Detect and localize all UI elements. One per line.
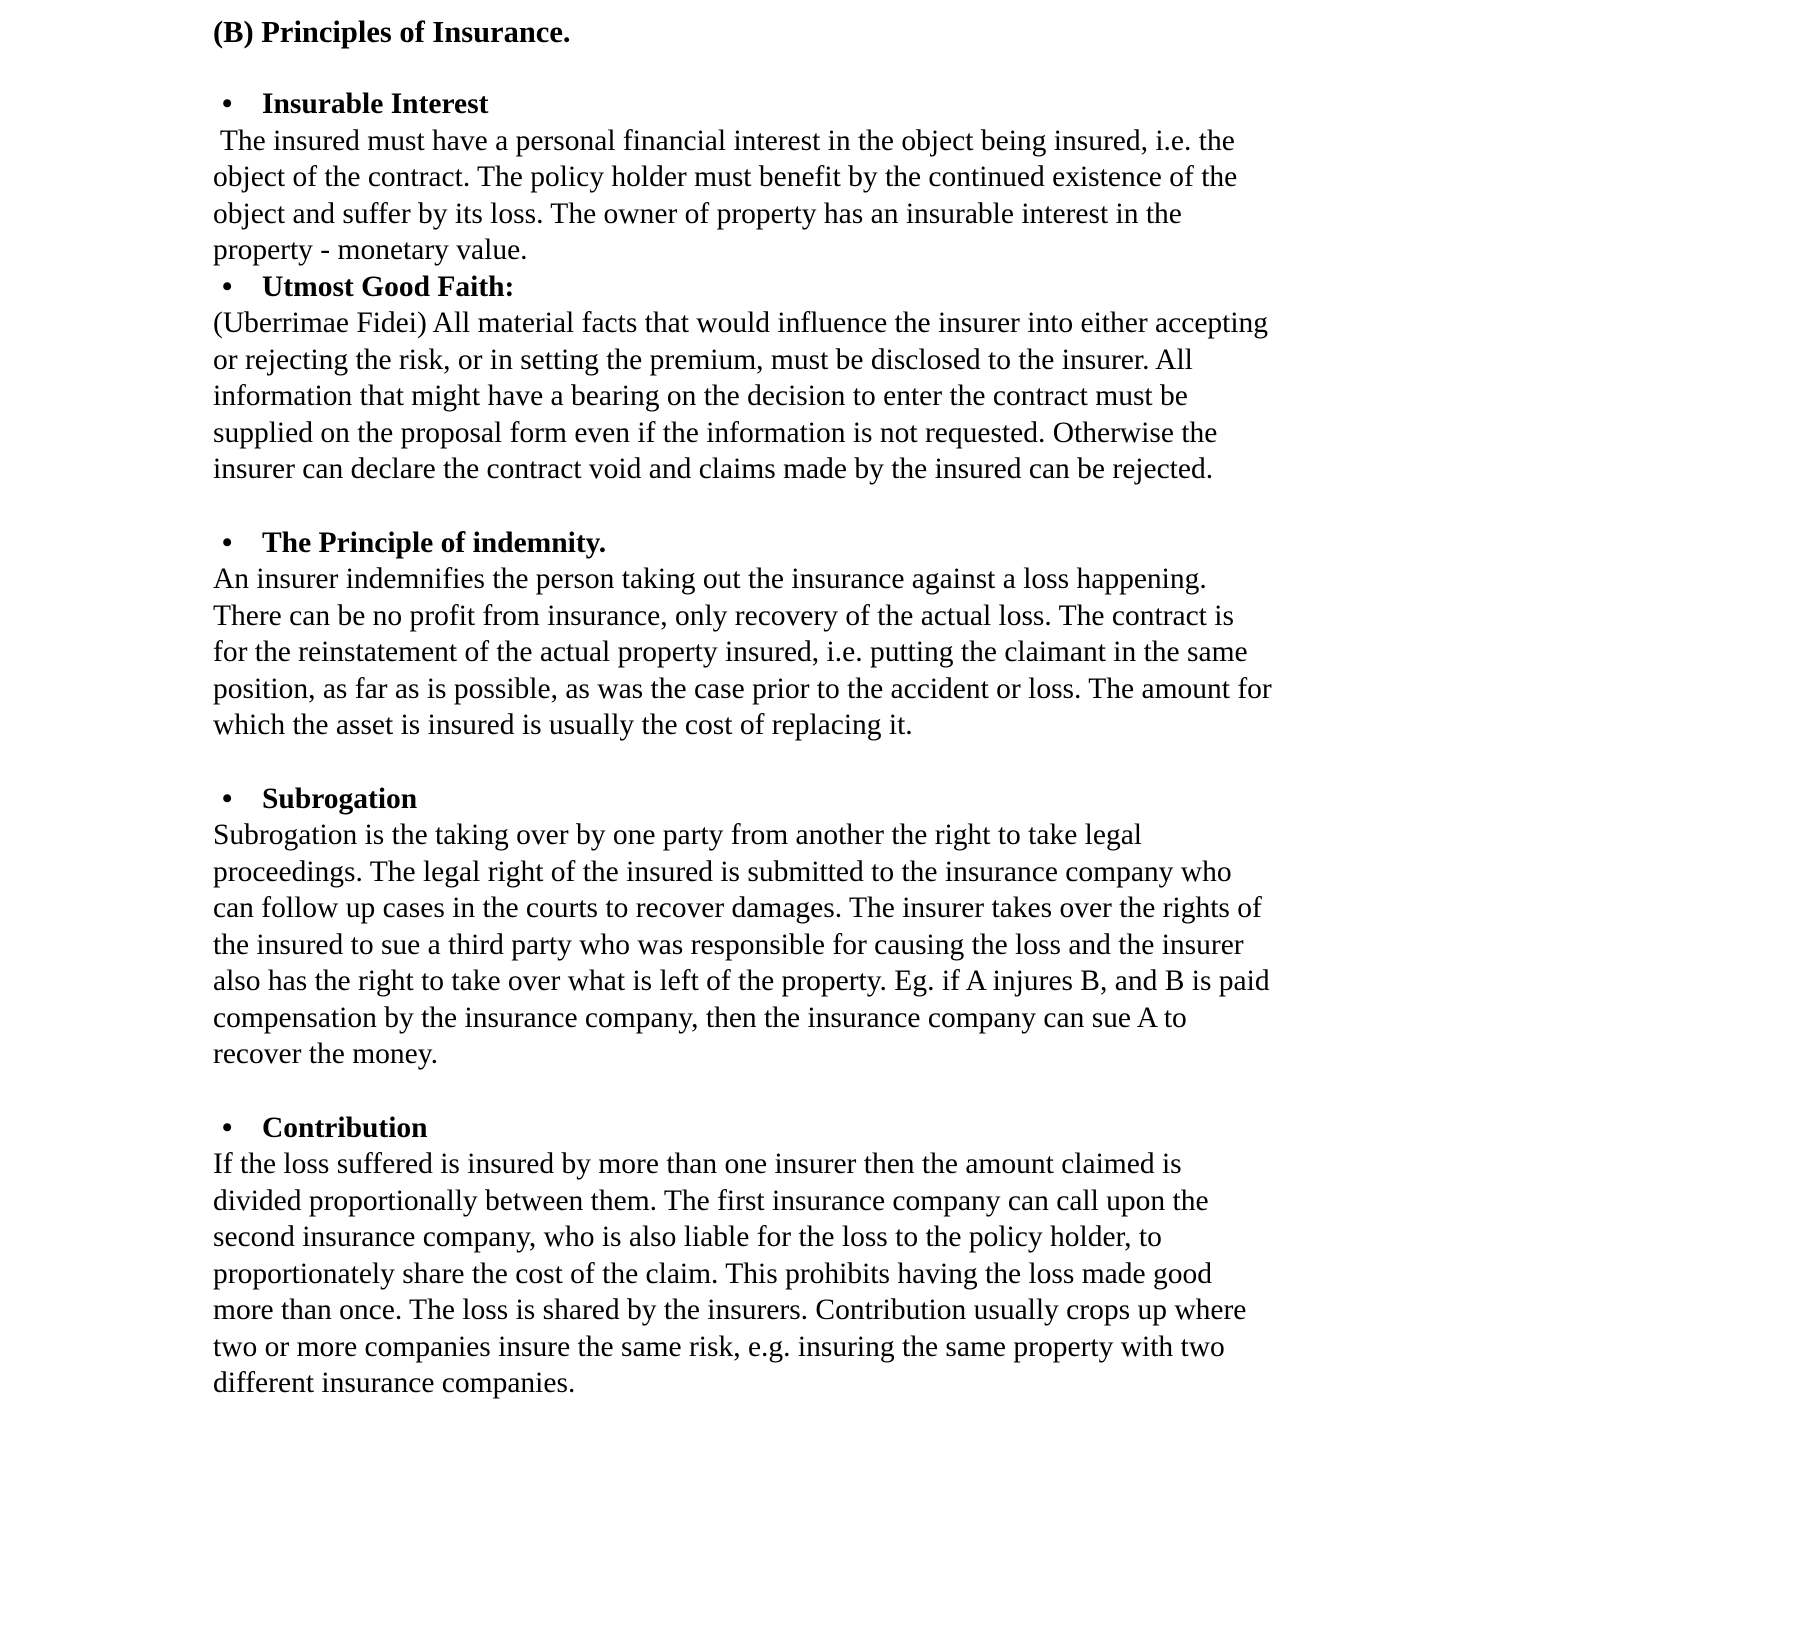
paragraph-line: different insurance companies. xyxy=(213,1367,576,1399)
bullet-icon: • xyxy=(222,270,233,303)
section-heading-text: Utmost Good Faith: xyxy=(262,270,515,303)
page-title: (B) Principles of Insurance. xyxy=(213,15,571,49)
paragraph-line: proceedings. The legal right of the insured is submitted to the insurance company who xyxy=(213,855,1232,888)
section-gap xyxy=(213,488,1818,525)
section-heading xyxy=(213,525,1818,562)
paragraph-line: second insurance company, who is also liable for the loss to the policy holder, to xyxy=(213,1221,1162,1253)
section-heading-text: The Principle of indemnity. xyxy=(262,526,607,559)
sections-container xyxy=(213,86,1818,1402)
paragraph-line: position, as far as is possible, as was the case prior to the accident or loss. The amount for xyxy=(213,672,1272,705)
section-heading xyxy=(213,1110,1818,1147)
paragraph-line: Subrogation is the taking over by one party from another the right to take legal xyxy=(213,819,1143,851)
paragraph-line: compensation by the insurance company, then the insurance company can sue A to xyxy=(213,1001,1187,1034)
paragraph-line: divided proportionally between them. The first insurance company can call upon the xyxy=(213,1184,1209,1217)
paragraph-line: or rejecting the risk, or in setting the premium, must be disclosed to the insurer. All xyxy=(213,343,1193,376)
paragraph-line: If the loss suffered is insured by more than one insurer then the amount claimed is xyxy=(213,1148,1182,1180)
section-heading xyxy=(213,86,1818,123)
paragraph-line: can follow up cases in the courts to recover damages. The insurer takes over the rights of xyxy=(213,892,1262,924)
paragraph-line: object of the contract. The policy holder must benefit by the continued existence of the xyxy=(213,161,1238,193)
paragraph-line: also has the right to take over what is left of the property. Eg. if A injures B, and B is paid xyxy=(213,965,1270,997)
paragraph-line: (Uberrimae Fidei) All material facts that would influence the insurer into either accepting xyxy=(213,307,1269,339)
paragraph-line: more than once. The loss is shared by the insurers. Contribution usually crops up where xyxy=(213,1294,1247,1326)
section-heading-text: Contribution xyxy=(262,1111,428,1144)
section-gap xyxy=(213,744,1818,781)
paragraph-line: property - monetary value. xyxy=(213,234,528,266)
paragraph-line: which the asset is insured is usually the cost of replacing it. xyxy=(213,709,913,741)
bullet-icon: • xyxy=(222,782,233,815)
paragraph-line: for the reinstatement of the actual property insured, i.e. putting the claimant in the same xyxy=(213,636,1248,668)
paragraph-line: information that might have a bearing on the decision to enter the contract must be xyxy=(213,380,1188,412)
bullet-icon: • xyxy=(222,88,233,120)
section-heading xyxy=(213,781,1818,818)
title-gap xyxy=(213,52,1818,86)
paragraph-line: proportionately share the cost of the claim. This prohibits having the loss made good xyxy=(213,1257,1212,1290)
paragraph-line: recover the money. xyxy=(213,1038,438,1070)
paragraph-line: object and suffer by its loss. The owner of property has an insurable interest in the xyxy=(213,197,1182,230)
section-gap xyxy=(213,1073,1818,1110)
paragraph-line: An insurer indemnifies the person taking out the insurance against a loss happening. xyxy=(213,563,1207,595)
section-heading xyxy=(213,269,1818,306)
paragraph-line: insurer can declare the contract void and claims made by the insured can be rejected. xyxy=(213,453,1214,485)
bullet-icon: • xyxy=(222,1111,233,1144)
section-heading-text: Insurable Interest xyxy=(262,88,489,120)
paragraph-line: The insured must have a personal financial interest in the object being insured, i.e. the xyxy=(213,124,1235,157)
paragraph-line: two or more companies insure the same risk, e.g. insuring the same property with two xyxy=(213,1330,1225,1363)
paragraph-line: There can be no profit from insurance, only recovery of the actual loss. The contract is xyxy=(213,599,1234,632)
section-heading-text: Subrogation xyxy=(262,782,418,815)
bullet-icon: • xyxy=(222,526,233,559)
paragraph-line: the insured to sue a third party who was responsible for causing the loss and the insurer xyxy=(213,928,1244,961)
paragraph-line: supplied on the proposal form even if the information is not requested. Otherwise the xyxy=(213,416,1218,449)
